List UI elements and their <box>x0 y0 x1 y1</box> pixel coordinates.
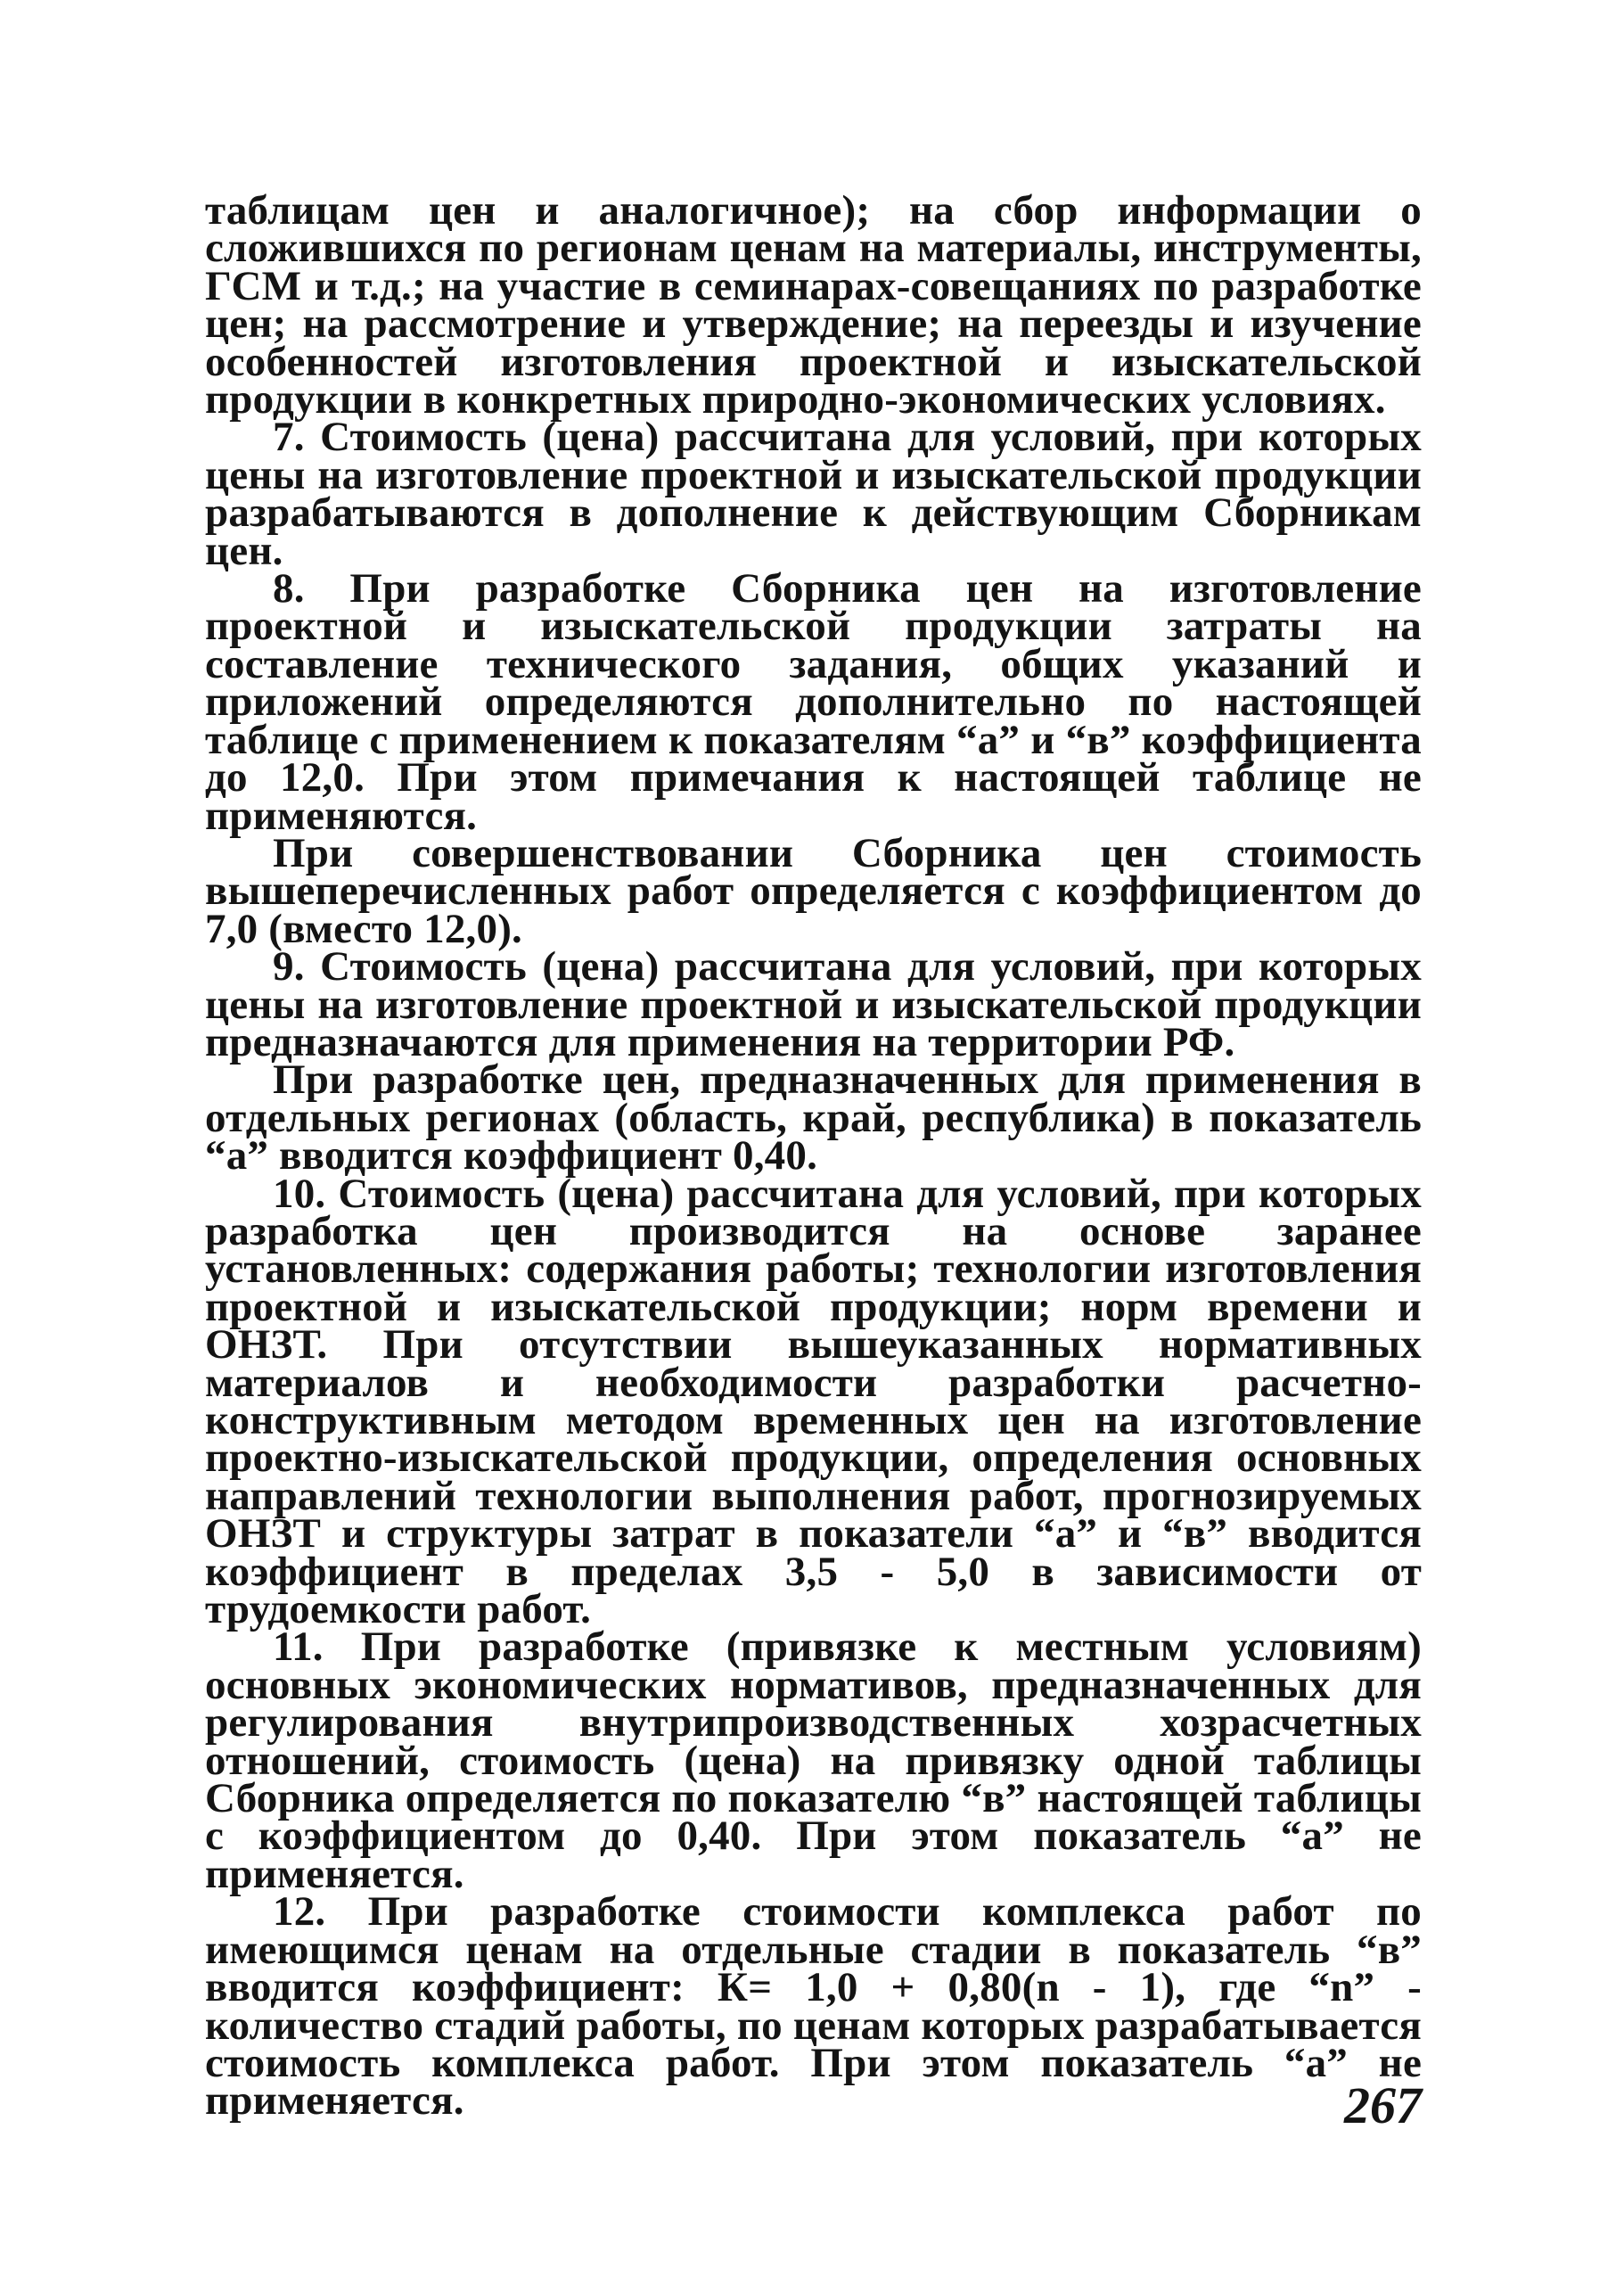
paragraph-continuation: таблицам цен и аналогичное); на сбор информации о сложившихся по регионам ценам на материалы, инструменты, ГСМ и т.д.; на участие в семинарах-совещаниях по разработке цен; на рассмотрение и утверждение; на переезды и изучение особенностей изготовления проектной и изыскательской продукции в конкретных природно-экономических условиях. <box>205 187 1422 423</box>
paragraph-item-8: 8. При разработке Сборника цен на изготовление проектной и изыскательской продукции затраты на составление технического задания, общих указаний и приложений определяются дополнительно по настоящей таблице с применением к показателям “а” и “в” коэффициента до 12,0. При этом примечания к настоящей таблице не применяются. <box>205 565 1422 839</box>
paragraph-item-11: 11. При разработке (привязке к местным условиям) основных экономических нормативов, предназначенных для регулирования внутрипроизводственных хозрасчетных отношений, стоимость (цена) на привязку одной таблицы Сборника определяется по показателю “в” настоящей таблицы с коэффициентом до 0,40. При этом показатель “а” не применяется. <box>205 1623 1422 1897</box>
page-number: 267 <box>1344 2076 1422 2134</box>
paragraph-item-8-note: При совершенствовании Сборника цен стоимость вышеперечисленных работ определяется с коэффициентом до 7,0 (вместо 12,0). <box>205 829 1422 952</box>
page-body <box>205 187 1422 2125</box>
paragraph-item-9: 9. Стоимость (цена) рассчитана для условий, при которых цены на изготовление проектной и изыскательской продукции предназначаются для применения на территории РФ. <box>205 943 1422 1065</box>
paragraph-item-7: 7. Стоимость (цена) рассчитана для условий, при которых цены на изготовление проектной и изыскательской продукции разрабатываются в дополнение к действующим Сборникам цен. <box>205 414 1422 574</box>
paragraph-item-10: 10. Стоимость (цена) рассчитана для условий, при которых разработка цен производится на основе заранее установленных: содержания работы; технологии изготовления проектной и изыскательской продукции; норм времени и ОНЗТ. При отсутствии вышеуказанных нормативных материалов и необходимости разработки расчетно-конструктивным методом временных цен на изготовление проектно-изыскательской продукции, определения основных направлений технологии выполнения работ, прогнозируемых ОНЗТ и структуры затрат в показатели “а” и “в” вводится коэффициент в пределах 3,5 - 5,0 в зависимости от трудоемкости работ. <box>205 1170 1422 1633</box>
paragraph-item-12: 12. При разработке стоимости комплекса работ по имеющимся ценам на отдельные стадии в показатель “в” вводится коэффициент: К= 1,0 + 0,80(n - 1), где “n” - количество стадий работы, по ценам которых разрабатывается стоимость комплекса работ. При этом показатель “а” не применяется. <box>205 1888 1422 2125</box>
paragraph-item-9-note: При разработке цен, предназначенных для применения в отдельных регионах (область, край, республика) в показатель “а” вводится коэффициент 0,40. <box>205 1056 1422 1180</box>
